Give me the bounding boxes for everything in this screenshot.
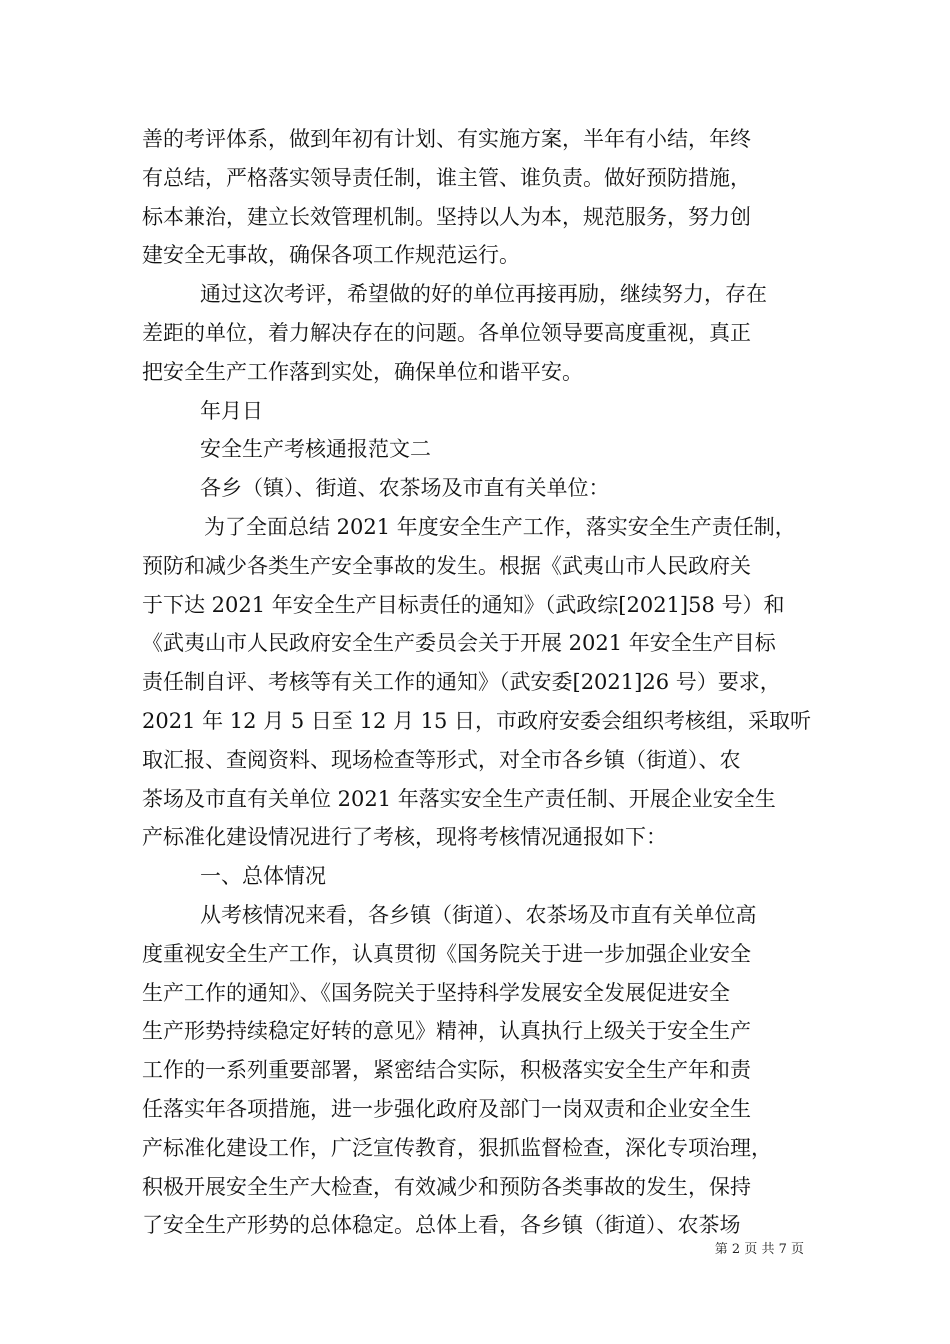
text-line: 通过这次考评，希望做的好的单位再接再励，继续努力，存在 — [200, 282, 767, 307]
text-line: 有总结，严格落实领导责任制，谁主管、谁负责。做好预防措施， — [142, 165, 751, 190]
text-line: 为了全面总结 2021 年度安全生产工作，落实安全生产责任制， — [204, 514, 796, 539]
text-line: 2021 年 12 月 5 日至 12 月 15 日，市政府安委会组织考核组，采取听 — [142, 708, 812, 733]
text-line: 生产形势持续稳定好转的意见》精神，认真执行上级关于安全生产 — [142, 1019, 751, 1044]
salutation: 各乡（镇）、街道、农茶场及市直有关单位： — [200, 476, 610, 501]
text-line: 产标准化建设工作，广泛宣传教育，狠抓监督检查，深化专项治理， — [142, 1135, 772, 1160]
text-line: 取汇报、查阅资料、现场检查等形式，对全市各乡镇（街道）、农 — [142, 747, 741, 772]
text-line: 生产工作的通知》、《国务院关于坚持科学发展安全发展促进安全 — [142, 980, 730, 1005]
date-line: 年月日 — [200, 398, 263, 423]
text-line: 产标准化建设情况进行了考核，现将考核情况通报如下： — [142, 825, 667, 850]
text-line: 责任制自评、考核等有关工作的通知》（武安委[2021]26 号）要求， — [142, 670, 781, 695]
text-line: 预防和减少各类生产安全事故的发生。根据《武夷山市人民政府关 — [142, 553, 751, 578]
text-line: 度重视安全生产工作，认真贯彻《国务院关于进一步加强企业安全 — [142, 941, 751, 966]
text-line: 茶场及市直有关单位 2021 年落实安全生产责任制、开展企业安全生 — [142, 786, 776, 811]
text-line: 建安全无事故，确保各项工作规范运行。 — [142, 243, 520, 268]
text-line: 任落实年各项措施，进一步强化政府及部门一岗双责和企业安全生 — [142, 1096, 751, 1121]
text-line: 标本兼治，建立长效管理机制。坚持以人为本，规范服务，努力创 — [142, 204, 751, 229]
text-line: 工作的一系列重要部署，紧密结合实际，积极落实安全生产年和责 — [142, 1058, 751, 1083]
document-body — [142, 120, 812, 1245]
text-line: 积极开展安全生产大检查，有效减少和预防各类事故的发生，保持 — [142, 1174, 751, 1199]
text-line: 善的考评体系，做到年初有计划、有实施方案，半年有小结，年终 — [142, 127, 751, 151]
text-line: 于下达 2021 年安全生产目标责任的通知》（武政综[2021]58 号）和 — [142, 592, 785, 617]
text-line: 了安全生产形势的总体稳定。总体上看，各乡镇（街道）、农茶场 — [142, 1213, 741, 1238]
section-title: 安全生产考核通报范文二 — [200, 437, 431, 462]
text-line: 《武夷山市人民政府安全生产委员会关于开展 2021 年安全生产目标 — [142, 631, 776, 656]
section-heading: 一、总体情况 — [200, 864, 326, 889]
text-line: 把安全生产工作落到实处，确保单位和谐平安。 — [142, 359, 583, 384]
text-line: 差距的单位，着力解决存在的问题。各单位领导要高度重视，真正 — [142, 320, 751, 345]
page-number: 第 2 页 共 7 页 — [714, 1242, 804, 1257]
text-line: 从考核情况来看，各乡镇（街道）、农茶场及市直有关单位高 — [200, 902, 757, 927]
